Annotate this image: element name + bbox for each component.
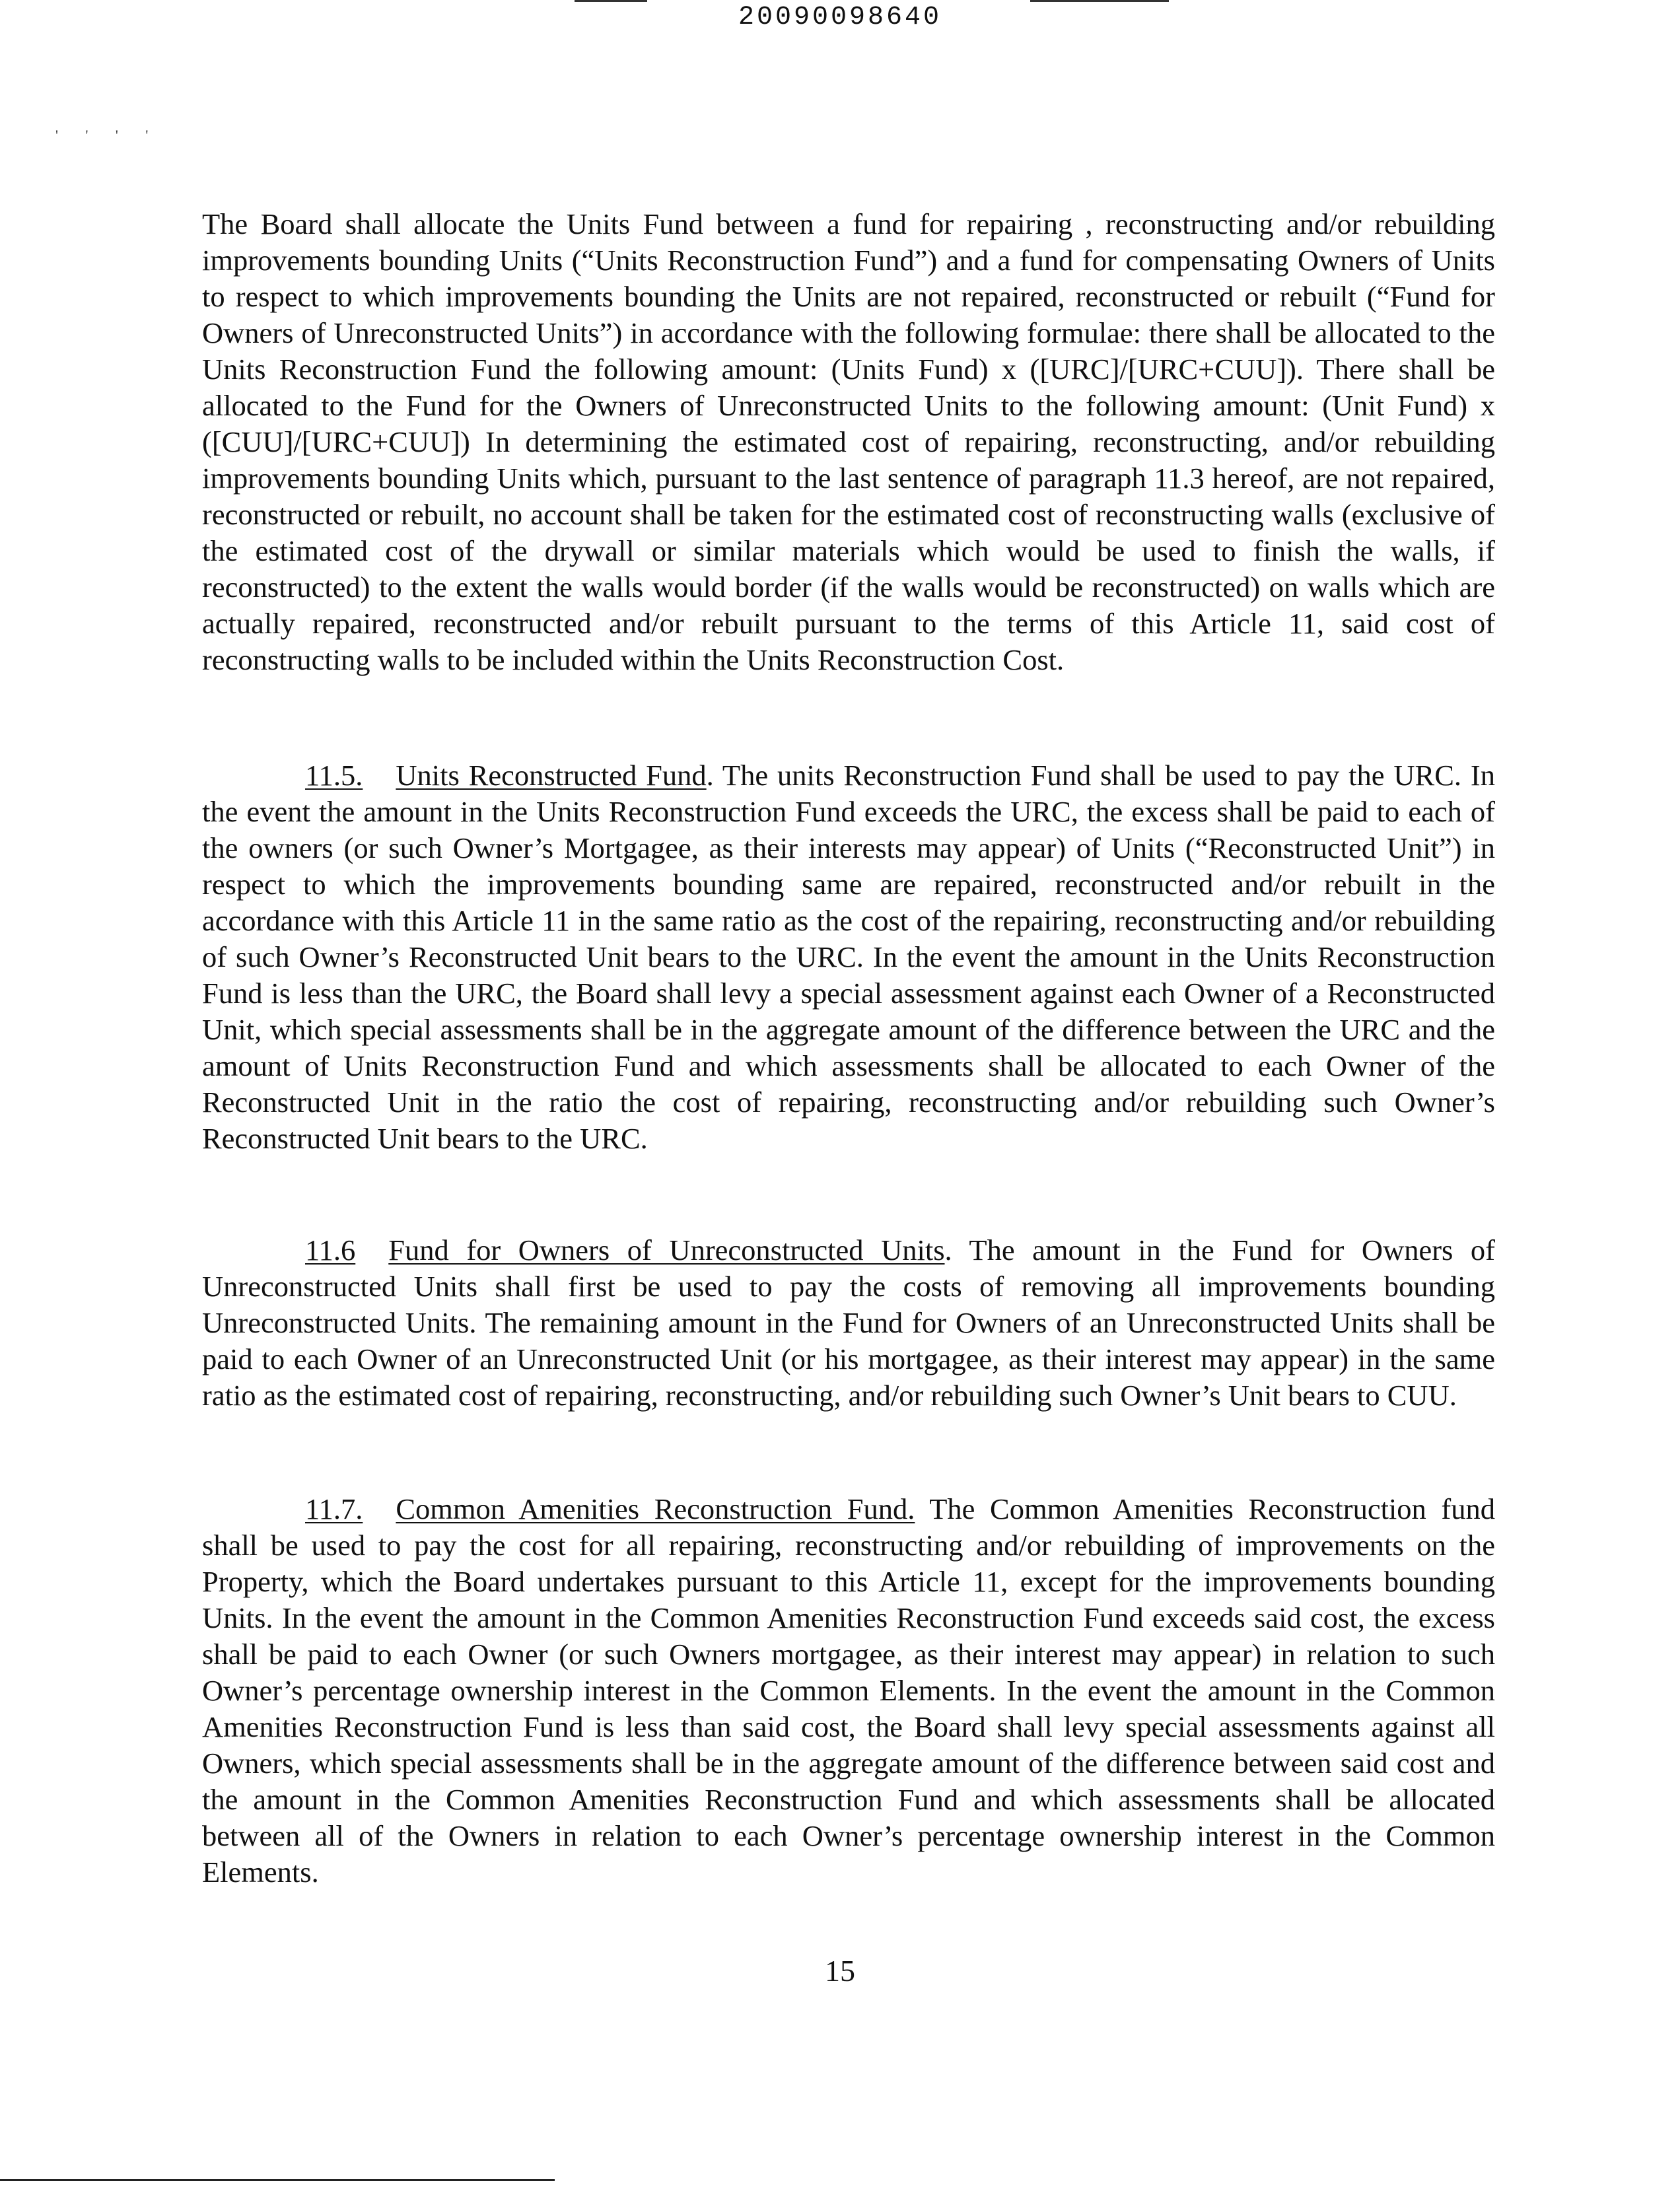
- scan-marks: ' ' ' ': [55, 127, 160, 143]
- section-text: . The amount in the Fund for Owners of Unreconstructed Units shall first be used to pay the costs of removing all improvements bounding Unreconstructed Units. The remaining amount in the Fund for Owners of an Unreconstructed Units shall be paid to each Owner of an Unreconstructed Unit (or his mortgagee, as their interest may appear) in the same ratio as the estimated cost of repairing, reconstructing, and/or rebuilding such Owner’s Unit bears to CUU.: [202, 1233, 1495, 1412]
- paragraph-units-fund-allocation: [202, 206, 1495, 678]
- section-title: Fund for Owners of Unreconstructed Units: [388, 1233, 945, 1267]
- section-11-7: [202, 1491, 1495, 1891]
- section-text: The Common Amenities Reconstruction fund shall be used to pay the cost for all repairing, reconstructing and/or rebuilding of improvements on the Property, which the Board undertakes pursuant to this Article 11, except for the improvements bounding Units. In the event the amount in the Common Amenities Reconstruction Fund exceeds said cost, the excess shall be paid to each Owner (or such Owners mortgagee, as their interest may appear) in relation to such Owner’s percentage ownership interest in the Common Elements. In the event the amount in the Common Amenities Reconstruction Fund is less than said cost, the Board shall levy special assessments against all Owners, which special assessments shall be in the aggregate amount of the difference between said cost and the amount in the Common Amenities Reconstruction Fund and which assessments shall be allocated between all of the Owners in relation to each Owner’s percentage ownership interest in the Common Elements.: [202, 1492, 1495, 1889]
- page-number: 15: [825, 1954, 855, 1988]
- top-scan-rule-left: [575, 0, 647, 2]
- section-11-5: [202, 757, 1495, 1157]
- section-title: Common Amenities Reconstruction Fund.: [396, 1492, 915, 1525]
- paragraph-text: The Board shall allocate the Units Fund between a fund for repairing , reconstructing and/or rebuilding improvements bounding Units (“Units Reconstruction Fund”) and a fund for compensating Owners of Units to respect to which improvements bounding the Units are not repaired, reconstructed or rebuilt (“Fund for Owners of Unreconstructed Units”) in accordance with the following formulae: there shall be allocated to the Units Reconstruction Fund the following amount: (Units Fund) x ([URC]/[URC+CUU]). There shall be allocated to the Fund for the Owners of Unreconstructed Units to the following amount: (Unit Fund) x ([CUU]/[URC+CUU]) In determining the estimated cost of repairing, reconstructing, and/or rebuilding improvements bounding Units which, pursuant to the last sentence of paragraph 11.3 hereof, are not repaired, reconstructed or rebuilt, no account shall be taken for the estimated cost of reconstructing walls (exclusive of the estimated cost of the drywall or similar materials which would be used to finish the walls, if reconstructed) to the extent the walls would border (if the walls would be reconstructed) on walls which are actually repaired, reconstructed and/or rebuilt pursuant to the terms of this Article 11, said cost of reconstructing walls to be included within the Units Reconstruction Cost.: [202, 207, 1495, 676]
- top-scan-rule-right: [1030, 0, 1169, 2]
- section-number: 11.6: [305, 1233, 356, 1267]
- section-title: Units Reconstructed Fund: [396, 759, 707, 792]
- bottom-scan-rule: [0, 2179, 555, 2181]
- section-number: 11.5.: [305, 759, 363, 792]
- section-11-6: [202, 1232, 1495, 1414]
- section-number: 11.7.: [305, 1492, 363, 1525]
- document-number: 20090098640: [738, 3, 942, 32]
- section-text: . The units Reconstruction Fund shall be used to pay the URC. In the event the amount in the Units Reconstruction Fund exceeds the URC, the excess shall be paid to each of the owners (or such Owner’s Mortgagee, as their interests may appear) of Units (“Reconstructed Unit”) in respect to which the improvements bounding same are repaired, reconstructed and/or rebuilt in the accordance with this Article 11 in the same ratio as the cost of the repairing, reconstructing and/or rebuilding of such Owner’s Reconstructed Unit bears to the URC. In the event the amount in the Units Reconstruction Fund is less than the URC, the Board shall levy a special assessment against each Owner of a Reconstructed Unit, which special assessments shall be in the aggregate amount of the difference between the URC and the amount of Units Reconstruction Fund and which assessments shall be allocated to each Owner of the Reconstructed Unit in the ratio the cost of repairing, reconstructing and/or rebuilding such Owner’s Reconstructed Unit bears to the URC.: [202, 759, 1496, 1155]
